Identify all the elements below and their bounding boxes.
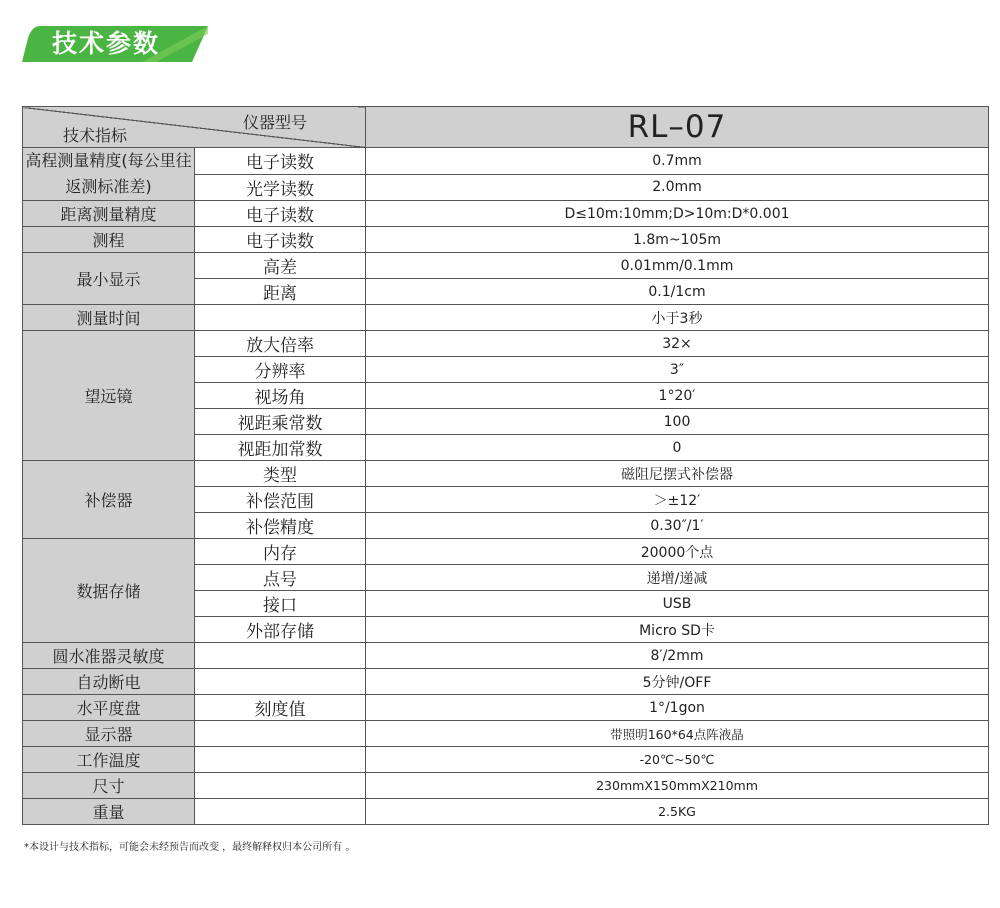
row-value: 1.8m~105m	[366, 227, 989, 253]
row-subitem: 内存	[195, 539, 366, 565]
row-value: 32×	[366, 331, 989, 357]
spec-table	[22, 106, 989, 825]
row-value: D≤10m:10mm;D>10m:D*0.001	[366, 201, 989, 227]
row-value: 0.7mm	[366, 148, 989, 175]
row-value: 100	[366, 409, 989, 435]
row-value: 1°20′	[366, 383, 989, 409]
row-category: 最小显示	[23, 253, 195, 305]
row-value: 2.0mm	[366, 174, 989, 201]
row-category: 距离测量精度	[23, 201, 195, 227]
model-name: RL–07	[366, 107, 989, 148]
row-subitem: 放大倍率	[195, 331, 366, 357]
section-banner	[22, 26, 208, 62]
row-value: ＞±12′	[366, 487, 989, 513]
table-header-row	[23, 107, 989, 148]
row-subitem: 电子读数	[195, 201, 366, 227]
table-row	[23, 305, 989, 331]
row-subitem: 分辨率	[195, 357, 366, 383]
table-row	[23, 747, 989, 773]
table-row	[23, 253, 989, 279]
row-category: 工作温度	[23, 747, 195, 773]
row-subitem: 接口	[195, 591, 366, 617]
row-value: Micro SD卡	[366, 617, 989, 643]
row-value: 0.1/1cm	[366, 279, 989, 305]
row-category: 望远镜	[23, 331, 195, 461]
row-subitem: 视距乘常数	[195, 409, 366, 435]
row-value: 磁阻尼摆式补偿器	[366, 461, 989, 487]
row-category: 自动断电	[23, 669, 195, 695]
row-subitem: 电子读数	[195, 148, 366, 175]
row-category: 重量	[23, 799, 195, 825]
row-value: 5分钟/OFF	[366, 669, 989, 695]
row-value: 2.5KG	[366, 799, 989, 825]
row-value: 20000个点	[366, 539, 989, 565]
row-subitem: 类型	[195, 461, 366, 487]
row-subitem: 补偿精度	[195, 513, 366, 539]
row-category: 数据存储	[23, 539, 195, 643]
table-row	[23, 669, 989, 695]
table-row	[23, 721, 989, 747]
row-value: USB	[366, 591, 989, 617]
row-subitem-empty	[195, 305, 366, 331]
row-value: 0.30″/1′	[366, 513, 989, 539]
row-subitem-empty	[195, 773, 366, 799]
row-subitem-empty	[195, 747, 366, 773]
row-value: -20℃~50℃	[366, 747, 989, 773]
table-row	[23, 539, 989, 565]
row-subitem: 视距加常数	[195, 435, 366, 461]
row-value: 0	[366, 435, 989, 461]
table-row	[23, 773, 989, 799]
row-category: 圆水准器灵敏度	[23, 643, 195, 669]
row-value: 1°/1gon	[366, 695, 989, 721]
footnote: *本设计与技术指标，可能会未经预告而改变 ，最终解释权归本公司所有 。	[24, 842, 356, 853]
table-row	[23, 643, 989, 669]
row-value: 递增/递减	[366, 565, 989, 591]
row-subitem: 距离	[195, 279, 366, 305]
table-row	[23, 799, 989, 825]
row-subitem-empty	[195, 721, 366, 747]
row-subitem: 光学读数	[195, 174, 366, 201]
row-category: 测量时间	[23, 305, 195, 331]
row-subitem-empty	[195, 799, 366, 825]
row-subitem-empty	[195, 669, 366, 695]
row-value: 0.01mm/0.1mm	[366, 253, 989, 279]
section-title: 技术参数	[52, 29, 161, 58]
row-value: 8′/2mm	[366, 643, 989, 669]
table-row	[23, 695, 989, 721]
row-category: 测程	[23, 227, 195, 253]
row-value: 3″	[366, 357, 989, 383]
row-subitem: 视场角	[195, 383, 366, 409]
header-right-label: 仪器型号	[243, 113, 308, 132]
table-row	[23, 227, 989, 253]
table-row	[23, 461, 989, 487]
row-subitem: 补偿范围	[195, 487, 366, 513]
row-category: 尺寸	[23, 773, 195, 799]
row-category: 水平度盘	[23, 695, 195, 721]
row-subitem-empty	[195, 643, 366, 669]
row-value: 带照明160*64点阵液晶	[366, 721, 989, 747]
row-subitem: 高差	[195, 253, 366, 279]
header-diagonal-cell	[23, 107, 366, 148]
row-subitem: 电子读数	[195, 227, 366, 253]
table-row	[23, 331, 989, 357]
row-subitem: 刻度值	[195, 695, 366, 721]
row-subitem: 外部存储	[195, 617, 366, 643]
row-category: 高程测量精度(每公里往返测标准差)	[23, 148, 195, 201]
header-left-label: 技术指标	[63, 126, 128, 145]
row-subitem: 点号	[195, 565, 366, 591]
row-category: 显示器	[23, 721, 195, 747]
row-value: 230mmX150mmX210mm	[366, 773, 989, 799]
table-row	[23, 201, 989, 227]
row-value: 小于3秒	[366, 305, 989, 331]
table-row	[23, 148, 989, 175]
row-category: 补偿器	[23, 461, 195, 539]
